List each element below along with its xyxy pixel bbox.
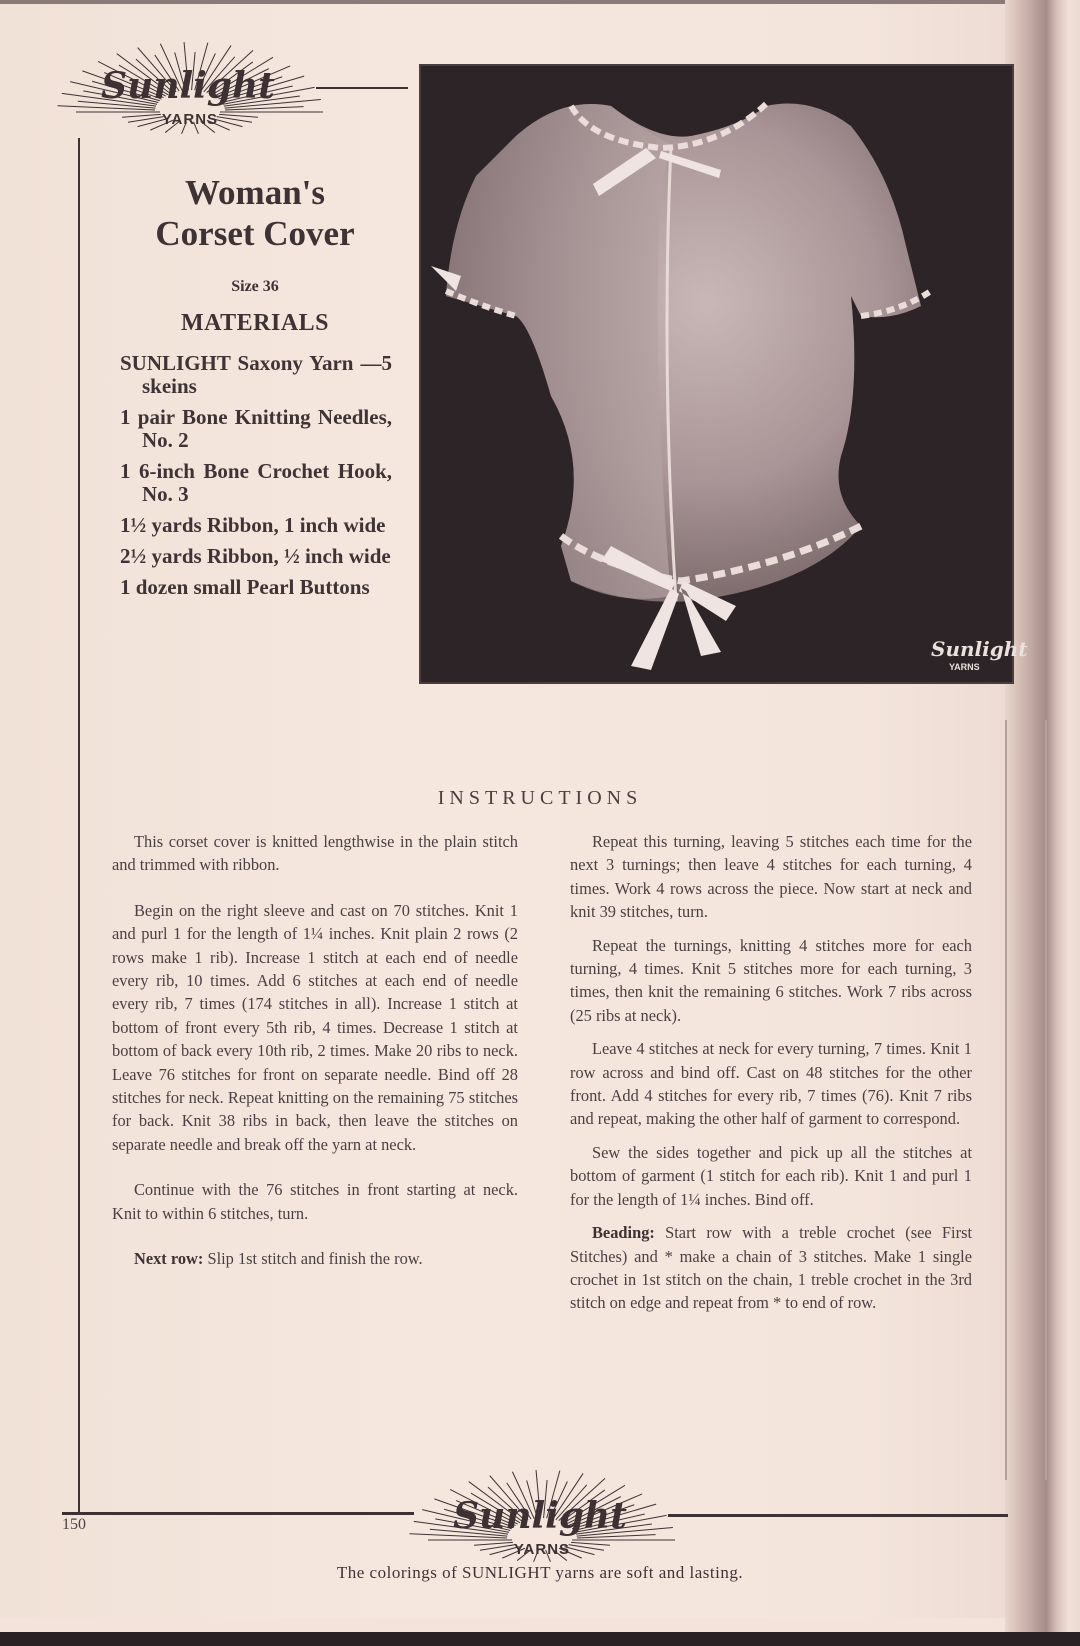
scan-bottom-edge [0,1632,1080,1646]
frame-rule-left [78,138,80,1512]
paragraph-text: Sew the sides together and pick up all the stitches at bottom of garment (1 stitch for each rib). Knit 1 and purl 1 for the length of 1¼ inches. Bind off. [570,1142,972,1209]
title-line-1: Woman's [184,173,326,212]
sunlight-yarns-logo-bottom [410,1478,670,1562]
paragraph-text: Repeat this turning, leaving 5 stitches each time for the next 3 turnings; then leave 4 stitches for each turning, 4 times. Work 4 rows across the piece. Now start at neck and knit 39 stitches, turn. [570,832,972,922]
page-number: 150 [62,1516,86,1533]
instruction-paragraph [570,1141,972,1211]
instruction-paragraph [570,1221,972,1315]
instruction-paragraph [112,1247,518,1270]
instruction-paragraph [112,899,518,1156]
sunburst-icon [58,50,318,132]
sunburst-ray [474,1542,513,1545]
corset-cover-illustration [421,66,1028,682]
materials-item: 1 6-inch Bone Crochet Hook, No. 3 [120,459,392,506]
frame-rule-bottom-right [668,1514,1008,1517]
materials-item: 1 pair Bone Knitting Needles, No. 2 [120,405,392,452]
sunburst-ray [122,114,161,117]
gutter-rule [1045,720,1047,1480]
sunburst-ray [571,1542,610,1545]
logo-wordmark: Sunlight [101,65,275,107]
logo-subtext: YARNS [161,111,219,128]
paragraph-text: Slip 1st stitch and finish the row. [207,1249,423,1269]
instruction-paragraph [112,830,518,877]
book-gutter [1005,0,1080,1646]
gutter-rule [1005,720,1007,1480]
photo-watermark: Sunlight [931,637,1028,661]
paragraph-lead: Next row: [134,1249,204,1269]
paragraph-text: Repeat the turnings, knitting 4 stitches more for each turning, 4 times. Knit 5 stitches more for each turning, 3 times, then knit the remaining 6 stitches. Work 7 ribs across (25 ribs at neck). [570,935,972,1025]
title-line-2: Corset Cover [155,214,355,253]
frame-rule-bottom-left [62,1512,414,1515]
sunburst-ray [219,114,258,117]
logo-subtext: YARNS [513,1541,571,1558]
instructions-right-column [570,830,972,1325]
sunburst-icon [410,1478,670,1562]
materials-list [120,352,392,607]
paragraph-text: Start row with a treble crochet (see First Stitches) and * make a chain of 3 stitches. Make 1 single crochet in 1st stitch on the chain, 1 treble crochet in the 3rd stitch on edge and repeat from * to end of row. [570,1223,972,1313]
footer-tagline: The colorings of SUNLIGHT yarns are soft and lasting. [336,1563,744,1582]
instruction-paragraph [570,1037,972,1131]
sunlight-yarns-logo-top [58,50,318,132]
pattern-size: Size 36 [231,278,279,295]
materials-item: 2½ yards Ribbon, ½ inch wide [120,544,391,568]
photo-watermark-subtext: YARNS [949,662,980,672]
garment-left-front [446,104,671,599]
pattern-title [120,172,390,254]
instruction-paragraph [112,1178,518,1225]
paragraph-text: Leave 4 stitches at neck for every turning, 7 times. Knit 1 row across and bind off. Cast on 48 stitches for the other front. Add 4 stitches for every rib, 7 times (76). Knit 7 ribs and repeat, making the other half of garment to correspond. [570,1039,972,1129]
materials-item: 1½ yards Ribbon, 1 inch wide [120,513,386,537]
materials-item: 1 dozen small Pearl Buttons [120,575,370,599]
instructions-left-column [112,830,518,1293]
materials-item: SUNLIGHT Saxony Yarn —5 skeins [120,351,392,398]
instructions-heading: INSTRUCTIONS [437,787,643,809]
paragraph-text: Continue with the 76 stitches in front starting at neck. Knit to within 6 stitches, turn. [112,1180,518,1223]
paragraph-text: This corset cover is knitted lengthwise in the plain stitch and trimmed with ribbon. [112,832,518,875]
garment-photo [419,64,1028,684]
instruction-paragraph [570,830,972,924]
logo-wordmark: Sunlight [453,1495,627,1537]
paragraph-lead: Beading: [592,1223,655,1243]
instruction-paragraph [570,934,972,1028]
paragraph-text: Begin on the right sleeve and cast on 70 stitches. Knit 1 and purl 1 for the length of 1¼ inches. Knit plain 2 rows (2 rows make 1 rib). Increase 1 stitch at each end of needle every rib, 10 times. Add 6 stitches at each end of needle every rib, 7 times (174 stitches in all). Increase 1 stitch at bottom of front every 5th rib, 4 times. Decrease 1 stitch at bottom of back every 10th rib, 2 times. Make 20 ribs to neck. Leave 76 stitches for front on separate needle. Bind off 28 stitches for neck. Repeat knitting on the remaining 75 stitches for back. Knit 38 ribs in back, then leave the stitches on separate needle and break off the yarn at neck. [112,900,518,1154]
materials-heading: MATERIALS [180,310,330,336]
frame-rule-top [316,87,408,89]
